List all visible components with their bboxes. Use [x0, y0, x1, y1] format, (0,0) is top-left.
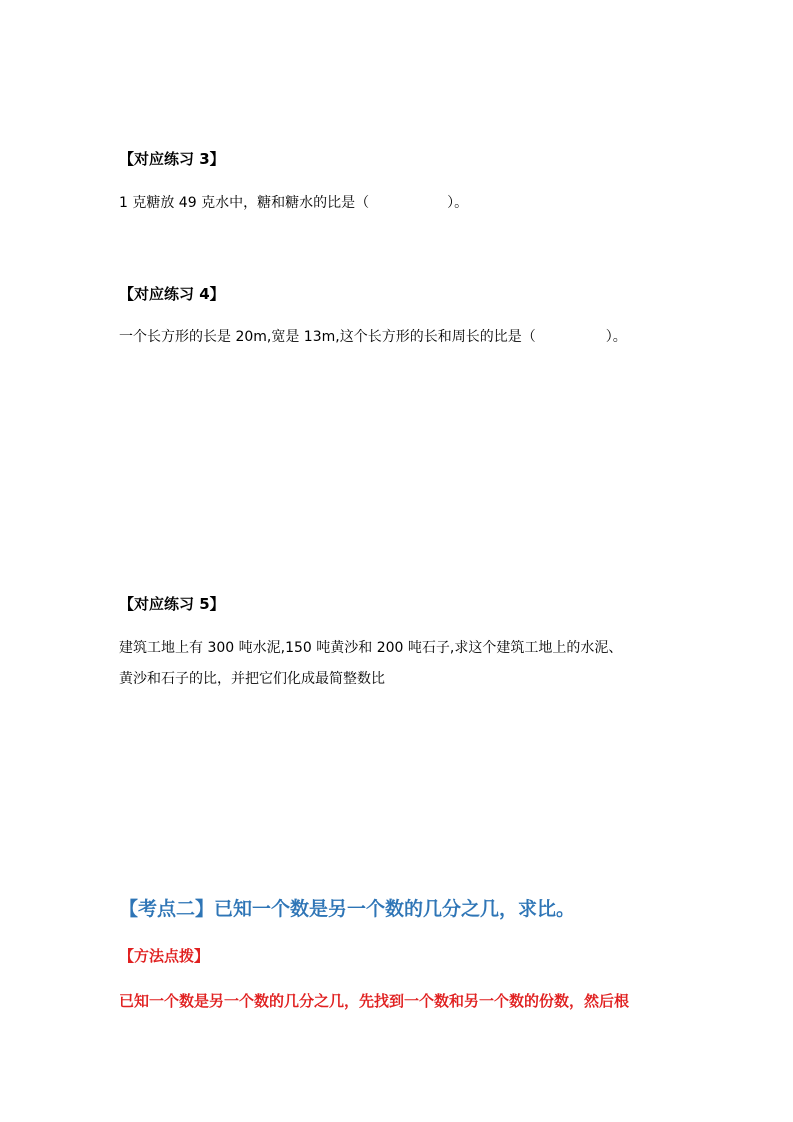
exercise-3-question-end: ）。	[447, 195, 469, 211]
exercise-5-heading: 【对应练习 5】	[119, 595, 225, 613]
method-heading: 【方法点拨】	[119, 947, 210, 965]
method-text: 已知一个数是另一个数的几分之几，先找到一个数和另一个数的份数，然后根	[119, 992, 630, 1010]
exercise-5-line-2: 黄沙和石子的比，并把它们化成最简整数比	[119, 671, 385, 687]
topic-2-title: 【考点二】已知一个数是另一个数的几分之几，求比。	[119, 898, 576, 920]
exercise-4-heading: 【对应练习 4】	[119, 285, 225, 303]
exercise-4-question-text: 一个长方形的长是 20m,宽是 13m,这个长方形的长和周长的比是（	[119, 329, 536, 345]
exercise-5-line-1: 建筑工地上有 300 吨水泥,150 吨黄沙和 200 吨石子,求这个建筑工地上的水泥、	[119, 640, 623, 656]
exercise-4-question	[119, 326, 627, 346]
exercise-3-heading: 【对应练习 3】	[119, 150, 225, 168]
exercise-3-question	[119, 192, 468, 212]
exercise-3-question-text: 1 克糖放 49 克水中，糖和糖水的比是（	[119, 195, 370, 211]
exercise-4-question-end: ）。	[605, 329, 627, 345]
